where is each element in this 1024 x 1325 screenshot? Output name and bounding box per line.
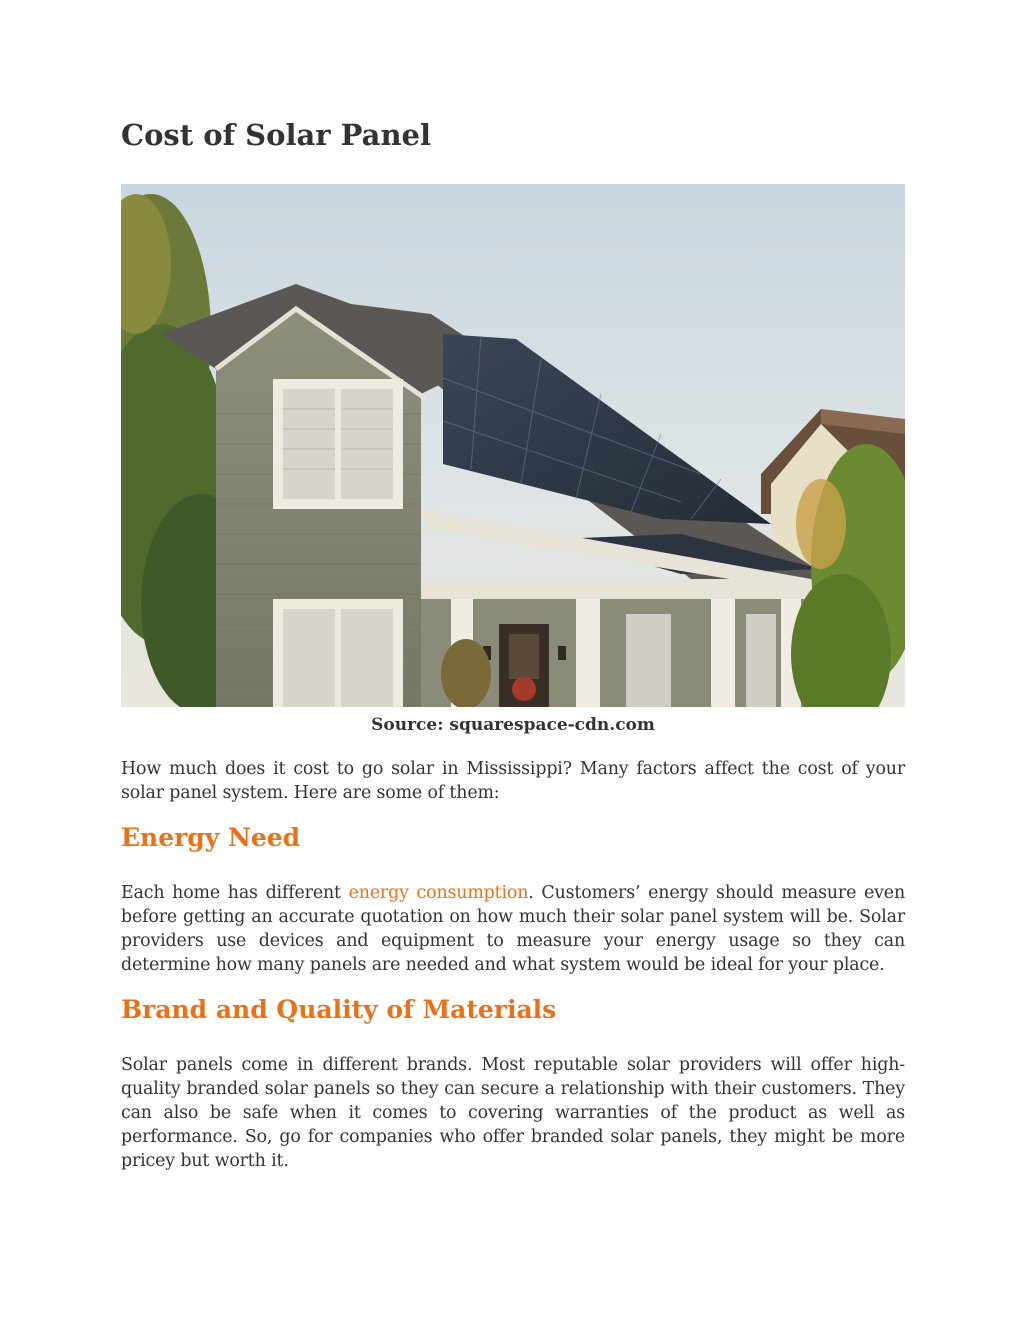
- section-heading-brand-quality: Brand and Quality of Materials: [121, 995, 557, 1024]
- energy-need-paragraph: [121, 881, 905, 977]
- intro-paragraph: How much does it cost to go solar in Mississippi? Many factors affect the cost of your solar panel system. Here are some of them:: [121, 759, 905, 803]
- section-heading-energy-need: Energy Need: [121, 823, 301, 852]
- energy-consumption-link[interactable]: energy consumption: [348, 883, 529, 903]
- page-title: Cost of Solar Panel: [121, 118, 431, 152]
- image-source-caption: Source: squarespace-cdn.com: [371, 715, 655, 735]
- energy-need-text-after: . Customers’ energy should measure even before getting an accurate quotation on how much their solar panel system will be. Solar providers use devices and equipment to measure your energy usage so they can determine how many panels are needed and what system would be ideal for your place.: [121, 883, 905, 975]
- energy-need-text-before: Each home has different: [121, 883, 349, 903]
- house-solar-photo: [121, 184, 905, 707]
- brand-quality-paragraph: Solar panels come in different brands. Most reputable solar providers will offer high-quality branded solar panels so they can secure a relationship with their customers. They can also be safe when it comes to covering warranties of the product as well as performance. So, go for companies who offer branded solar panels, they might be more pricey but worth it.: [121, 1055, 905, 1171]
